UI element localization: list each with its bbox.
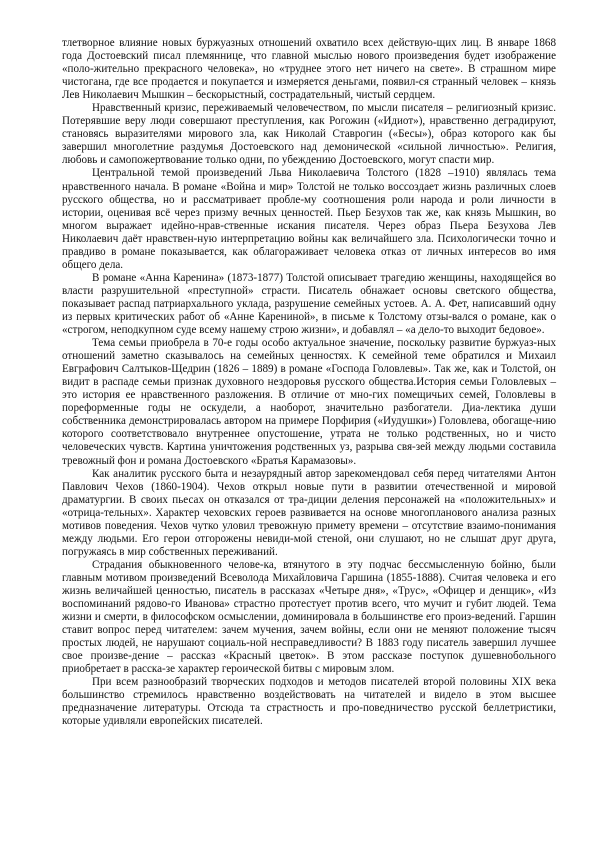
body-text	[62, 37, 556, 728]
paragraph-7: Страдания обыкновенного челове-ка, втянутого в эту подчас бессмысленную бойню, были главным мотивом произведений Всеволода Михайловича Гаршина (1855-1888). Считая человека и его жизнь величайшей ценностью, писатель в рассказах «Четыре дня», «Трус», «Офицер и денщик», «Из воспоминаний рядово-го Иванова» страстно протестует против всего, что мучит и губит людей. Тема жизни и смерти, в философском осмыслении, доминировала в большинстве его произ-ведений. Гаршин ставит вопрос перед читателем: зачем мучения, зачем войны, если они не меняют положение тысяч простых людей, не нарушают социаль-ной несправедливости? В 1883 году писатель завершил лучшее свое произве-дение – рассказ «Красный цветок». В этом рассказе поступок душевнобольного приобретает в расска-зе характер героической битвы с мировым злом.	[62, 558, 556, 676]
paragraph-8: При всем разнообразий творческих подходов и методов писателей второй половины XIX века большинство стремилось нравственно воздействовать на читателей и видело в этом высшее предназначение литературы. Отсюда та страстность и про-поведничество русской беллетристики, которые удивляли европейских писателей.	[62, 676, 556, 728]
paragraph-2: Нравственный кризис, переживаемый человечеством, по мысли писателя – религиозный кризис. Потерявшие веру люди совершают преступления, как Рогожин («Идиот»), нравственно деградируют, становясь выразителями мирового зла, как Николай Ставрогин («Бесы»), образ которого как бы завершил многолетние раздумья Достоевского над демонической «сильной личностью». Религия, любовь и самопожертвование только одни, по убеждению Достоевского, могут спасти мир.	[62, 102, 556, 167]
paragraph-1: тлетворное влияние новых буржуазных отношений охватило всех действую-щих лиц. В январе 1868 года Достоевский писал племяннице, что главной мыслью нового произведения будет изображение «поло-жительно прекрасного человека», но «труднее этого нет ничего на свете». В страшном мире чистогана, где все продается и покупается и измеряется деньгами, появил-ся странный человек – князь Лев Николаевич Мышкин – бескорыстный, сострадательный, чистый сердцем.	[62, 37, 556, 102]
paragraph-3: Центральной темой произведений Льва Николаевича Толстого (1828 –1910) являлась тема нравственного начала. В романе «Война и мир» Толстой не только воссоздает жизнь различных слоев русского общества, но и рассматривает пробле-му соотношения роли народа и роли личности в истории, оценивая всё через призму вечных ценностей. Пьер Безухов так же, как князь Мышкин, во многом выражает идейно-нрав-ственные искания писателя. Через образ Пьера Безухова Лев Николаевич даёт нравствен-ную интерпретацию войны как величайшего зла. Психологически точно и правдиво в романе показывается, как облагораживает человека отказ от личных интересов во имя общего дела.	[62, 167, 556, 271]
paragraph-6: Как аналитик русского быта и незаурядный автор зарекомендовал себя перед читателями Антон Павлович Чехов (1860-1904). Чехов открыл новые пути в развитии отечественной и мировой драматургии. В своих пьесах он отказался от тра-диции деления персонажей на «положительных» и «отрица-тельных». Характер чеховских героев развивается на основе многопланового анализа разных мотивов поведения. Чехов чутко уловил тревожную примету времени – отсутствие взаимо-понимания между людьми. Его герои отгорожены невиди-мой стеной, они слушают, но не слышат друг друга, погружаясь в мир собственных переживаний.	[62, 467, 556, 558]
paragraph-4: В романе «Анна Каренина» (1873-1877) Толстой описывает трагедию женщины, находящейся во власти разрушительной «преступной» страсти. Писатель обнажает основы светского общества, показывает распад патриархального уклада, разрушение семейных устоев. А. А. Фет, написавший одну из первых критических работ об «Анне Карениной», в письме к Толстому отзы-вался о романе, как о «строгом, неподкупном суде всему нашему строю жизни», и добавлял – «а дело-то выходит бедовое».	[62, 271, 556, 337]
paragraph-5: Тема семьи приобрела в 70-е годы особо актуальное значение, поскольку развитие буржуаз-ных отношений заметно сказывалось на семейных ценностях. К семейной теме обратился и Михаил Евграфович Салтыков-Щедрин (1826 – 1889) в романе «Господа Головлевы». Так же, как и Толстой, он видит в распаде семьи признак духовного нездоровья русского общества.История семьи Головлевых – это история ее нравственного разложения. В отличие от мно-гих помещичьих семей, Головлевы в пореформенные годы не оскудели, а наоборот, значительно разбогатели. Диа-лектика души собственника демонстрировалась автором на примере Порфирия («Иудушки») Головлева, обогаще-нию которого соответствовало внутреннее опустошение, утрата не только родственных, но и чисто человеческих чувств. Картина уничтожения родственных уз, разрыва свя-зей между людьми составила тревожный фон и романа Достоевского «Братья Карамазовы».	[62, 337, 556, 467]
